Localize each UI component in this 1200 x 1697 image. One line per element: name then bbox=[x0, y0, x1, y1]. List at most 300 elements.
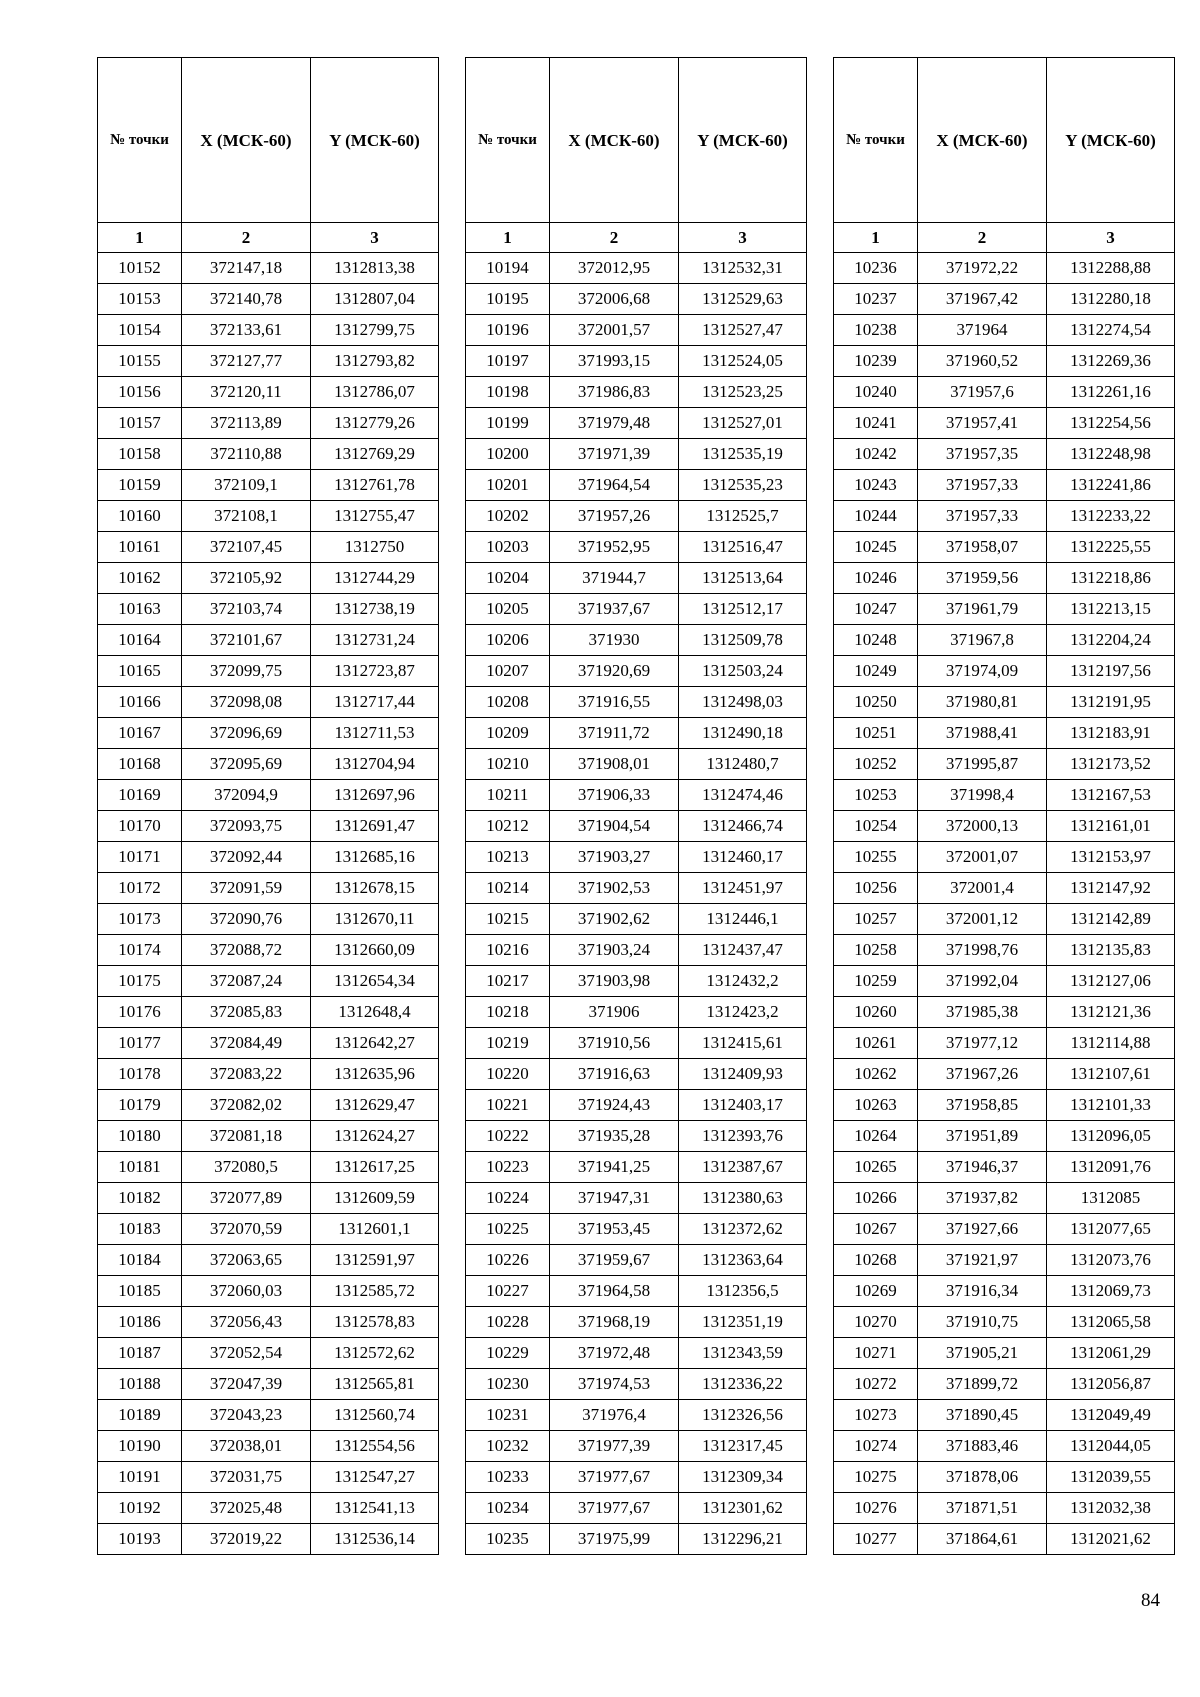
cell-point-no: 10249 bbox=[834, 656, 918, 687]
cell-x: 371959,67 bbox=[550, 1245, 679, 1276]
cell-x: 372140,78 bbox=[182, 284, 311, 315]
cell-x: 371946,37 bbox=[918, 1152, 1047, 1183]
cell-x: 371890,45 bbox=[918, 1400, 1047, 1431]
cell-x: 371916,34 bbox=[918, 1276, 1047, 1307]
table-row bbox=[834, 935, 1175, 966]
cell-point-no: 10157 bbox=[98, 408, 182, 439]
table-row bbox=[466, 315, 807, 346]
cell-x: 372025,48 bbox=[182, 1493, 311, 1524]
cell-y: 1312635,96 bbox=[311, 1059, 439, 1090]
cell-x: 372001,12 bbox=[918, 904, 1047, 935]
cell-point-no: 10188 bbox=[98, 1369, 182, 1400]
cell-y: 1312460,17 bbox=[679, 842, 807, 873]
table-header bbox=[834, 58, 1175, 253]
table-row bbox=[466, 842, 807, 873]
coordinates-table-3 bbox=[833, 57, 1175, 1555]
cell-y: 1312535,19 bbox=[679, 439, 807, 470]
cell-point-no: 10242 bbox=[834, 439, 918, 470]
table-row bbox=[98, 1276, 439, 1307]
cell-point-no: 10210 bbox=[466, 749, 550, 780]
table-row bbox=[466, 563, 807, 594]
table-row bbox=[98, 1307, 439, 1338]
cell-point-no: 10207 bbox=[466, 656, 550, 687]
table-row bbox=[834, 1307, 1175, 1338]
cell-point-no: 10221 bbox=[466, 1090, 550, 1121]
cell-point-no: 10252 bbox=[834, 749, 918, 780]
cell-y: 1312509,78 bbox=[679, 625, 807, 656]
cell-point-no: 10156 bbox=[98, 377, 182, 408]
cell-x: 371957,35 bbox=[918, 439, 1047, 470]
cell-y: 1312578,83 bbox=[311, 1307, 439, 1338]
cell-point-no: 10277 bbox=[834, 1524, 918, 1555]
cell-y: 1312446,1 bbox=[679, 904, 807, 935]
cell-x: 371977,67 bbox=[550, 1462, 679, 1493]
cell-y: 1312380,63 bbox=[679, 1183, 807, 1214]
cell-point-no: 10192 bbox=[98, 1493, 182, 1524]
cell-point-no: 10231 bbox=[466, 1400, 550, 1431]
cell-point-no: 10227 bbox=[466, 1276, 550, 1307]
cell-y: 1312490,18 bbox=[679, 718, 807, 749]
cell-point-no: 10173 bbox=[98, 904, 182, 935]
cell-x: 371957,33 bbox=[918, 470, 1047, 501]
cell-y: 1312173,52 bbox=[1047, 749, 1175, 780]
cell-y: 1312254,56 bbox=[1047, 408, 1175, 439]
cell-point-no: 10154 bbox=[98, 315, 182, 346]
cell-x: 371958,07 bbox=[918, 532, 1047, 563]
cell-point-no: 10162 bbox=[98, 563, 182, 594]
cell-point-no: 10246 bbox=[834, 563, 918, 594]
cell-x: 372095,69 bbox=[182, 749, 311, 780]
table-row bbox=[834, 408, 1175, 439]
cell-y: 1312654,34 bbox=[311, 966, 439, 997]
table-row bbox=[834, 470, 1175, 501]
table-row bbox=[834, 1369, 1175, 1400]
cell-y: 1312280,18 bbox=[1047, 284, 1175, 315]
cell-y: 1312536,14 bbox=[311, 1524, 439, 1555]
cell-y: 1312233,22 bbox=[1047, 501, 1175, 532]
table-row bbox=[98, 997, 439, 1028]
cell-point-no: 10238 bbox=[834, 315, 918, 346]
cell-point-no: 10190 bbox=[98, 1431, 182, 1462]
cell-point-no: 10259 bbox=[834, 966, 918, 997]
cell-point-no: 10226 bbox=[466, 1245, 550, 1276]
cell-y: 1312609,59 bbox=[311, 1183, 439, 1214]
cell-y: 1312541,13 bbox=[311, 1493, 439, 1524]
cell-x: 372093,75 bbox=[182, 811, 311, 842]
cell-point-no: 10260 bbox=[834, 997, 918, 1028]
cell-y: 1312301,62 bbox=[679, 1493, 807, 1524]
column-number-2: 2 bbox=[918, 223, 1047, 253]
cell-y: 1312717,44 bbox=[311, 687, 439, 718]
table-row bbox=[466, 1338, 807, 1369]
table-row bbox=[98, 594, 439, 625]
cell-y: 1312032,38 bbox=[1047, 1493, 1175, 1524]
cell-y: 1312091,76 bbox=[1047, 1152, 1175, 1183]
cell-point-no: 10163 bbox=[98, 594, 182, 625]
cell-x: 371952,95 bbox=[550, 532, 679, 563]
cell-x: 371910,75 bbox=[918, 1307, 1047, 1338]
cell-point-no: 10263 bbox=[834, 1090, 918, 1121]
table-row bbox=[834, 594, 1175, 625]
table-row bbox=[466, 966, 807, 997]
cell-y: 1312403,17 bbox=[679, 1090, 807, 1121]
table-row bbox=[98, 1152, 439, 1183]
cell-x: 371927,66 bbox=[918, 1214, 1047, 1245]
cell-x: 372105,92 bbox=[182, 563, 311, 594]
table-row bbox=[98, 253, 439, 284]
cell-y: 1312085 bbox=[1047, 1183, 1175, 1214]
table-row bbox=[466, 1276, 807, 1307]
cell-point-no: 10241 bbox=[834, 408, 918, 439]
cell-y: 1312269,36 bbox=[1047, 346, 1175, 377]
table-row bbox=[466, 625, 807, 656]
cell-x: 371977,39 bbox=[550, 1431, 679, 1462]
table-row bbox=[466, 439, 807, 470]
cell-y: 1312642,27 bbox=[311, 1028, 439, 1059]
table-row bbox=[466, 1245, 807, 1276]
cell-y: 1312560,74 bbox=[311, 1400, 439, 1431]
cell-x: 371864,61 bbox=[918, 1524, 1047, 1555]
cell-x: 371921,97 bbox=[918, 1245, 1047, 1276]
table-row bbox=[466, 1493, 807, 1524]
cell-x: 371977,67 bbox=[550, 1493, 679, 1524]
cell-x: 371993,15 bbox=[550, 346, 679, 377]
cell-point-no: 10153 bbox=[98, 284, 182, 315]
cell-x: 372080,5 bbox=[182, 1152, 311, 1183]
cell-point-no: 10183 bbox=[98, 1214, 182, 1245]
table-row bbox=[98, 1431, 439, 1462]
cell-x: 371903,24 bbox=[550, 935, 679, 966]
cell-point-no: 10247 bbox=[834, 594, 918, 625]
cell-point-no: 10258 bbox=[834, 935, 918, 966]
cell-x: 371979,48 bbox=[550, 408, 679, 439]
cell-point-no: 10189 bbox=[98, 1400, 182, 1431]
cell-x: 371961,79 bbox=[918, 594, 1047, 625]
cell-point-no: 10196 bbox=[466, 315, 550, 346]
table-row bbox=[98, 1369, 439, 1400]
cell-x: 371964,54 bbox=[550, 470, 679, 501]
cell-x: 372094,9 bbox=[182, 780, 311, 811]
table-row bbox=[466, 284, 807, 315]
cell-y: 1312039,55 bbox=[1047, 1462, 1175, 1493]
cell-point-no: 10179 bbox=[98, 1090, 182, 1121]
cell-point-no: 10191 bbox=[98, 1462, 182, 1493]
cell-y: 1312044,05 bbox=[1047, 1431, 1175, 1462]
cell-x: 371944,7 bbox=[550, 563, 679, 594]
cell-point-no: 10240 bbox=[834, 377, 918, 408]
cell-point-no: 10253 bbox=[834, 780, 918, 811]
cell-x: 371899,72 bbox=[918, 1369, 1047, 1400]
cell-x: 372096,69 bbox=[182, 718, 311, 749]
cell-point-no: 10255 bbox=[834, 842, 918, 873]
cell-point-no: 10262 bbox=[834, 1059, 918, 1090]
cell-y: 1312769,29 bbox=[311, 439, 439, 470]
cell-x: 372043,23 bbox=[182, 1400, 311, 1431]
cell-y: 1312678,15 bbox=[311, 873, 439, 904]
cell-x: 371947,31 bbox=[550, 1183, 679, 1214]
cell-x: 372019,22 bbox=[182, 1524, 311, 1555]
cell-x: 372063,65 bbox=[182, 1245, 311, 1276]
table-row bbox=[834, 377, 1175, 408]
column-number-1: 1 bbox=[834, 223, 918, 253]
cell-x: 371941,25 bbox=[550, 1152, 679, 1183]
cell-x: 372052,54 bbox=[182, 1338, 311, 1369]
column-number-3: 3 bbox=[1047, 223, 1175, 253]
table-row bbox=[98, 966, 439, 997]
cell-x: 372101,67 bbox=[182, 625, 311, 656]
cell-x: 371930 bbox=[550, 625, 679, 656]
cell-y: 1312241,86 bbox=[1047, 470, 1175, 501]
table-row bbox=[98, 1245, 439, 1276]
cell-y: 1312755,47 bbox=[311, 501, 439, 532]
cell-x: 372110,88 bbox=[182, 439, 311, 470]
cell-point-no: 10228 bbox=[466, 1307, 550, 1338]
cell-x: 372083,22 bbox=[182, 1059, 311, 1090]
cell-x: 372006,68 bbox=[550, 284, 679, 315]
cell-point-no: 10230 bbox=[466, 1369, 550, 1400]
table-row bbox=[466, 997, 807, 1028]
table-row bbox=[98, 1493, 439, 1524]
cell-point-no: 10166 bbox=[98, 687, 182, 718]
table-row bbox=[466, 749, 807, 780]
cell-y: 1312213,15 bbox=[1047, 594, 1175, 625]
table-row bbox=[98, 1524, 439, 1555]
cell-point-no: 10256 bbox=[834, 873, 918, 904]
cell-y: 1312761,78 bbox=[311, 470, 439, 501]
cell-x: 371953,45 bbox=[550, 1214, 679, 1245]
cell-x: 371957,33 bbox=[918, 501, 1047, 532]
cell-x: 372000,13 bbox=[918, 811, 1047, 842]
cell-x: 372092,44 bbox=[182, 842, 311, 873]
cell-y: 1312317,45 bbox=[679, 1431, 807, 1462]
cell-x: 371980,81 bbox=[918, 687, 1047, 718]
coordinates-table-2 bbox=[465, 57, 807, 1555]
cell-point-no: 10201 bbox=[466, 470, 550, 501]
table-row bbox=[98, 470, 439, 501]
table-row bbox=[466, 656, 807, 687]
cell-y: 1312409,93 bbox=[679, 1059, 807, 1090]
cell-y: 1312183,91 bbox=[1047, 718, 1175, 749]
cell-x: 371916,63 bbox=[550, 1059, 679, 1090]
cell-point-no: 10212 bbox=[466, 811, 550, 842]
cell-y: 1312697,96 bbox=[311, 780, 439, 811]
cell-y: 1312532,31 bbox=[679, 253, 807, 284]
table-row bbox=[834, 1524, 1175, 1555]
cell-y: 1312711,53 bbox=[311, 718, 439, 749]
cell-y: 1312351,19 bbox=[679, 1307, 807, 1338]
cell-x: 371964 bbox=[918, 315, 1047, 346]
cell-x: 371903,27 bbox=[550, 842, 679, 873]
cell-x: 371967,26 bbox=[918, 1059, 1047, 1090]
table-row bbox=[834, 1276, 1175, 1307]
table-row bbox=[466, 1028, 807, 1059]
column-number-1: 1 bbox=[98, 223, 182, 253]
cell-y: 1312077,65 bbox=[1047, 1214, 1175, 1245]
table-row bbox=[834, 625, 1175, 656]
cell-y: 1312363,64 bbox=[679, 1245, 807, 1276]
table-row bbox=[466, 1152, 807, 1183]
cell-point-no: 10271 bbox=[834, 1338, 918, 1369]
table-row bbox=[834, 780, 1175, 811]
cell-point-no: 10244 bbox=[834, 501, 918, 532]
cell-y: 1312750 bbox=[311, 532, 439, 563]
cell-x: 372113,89 bbox=[182, 408, 311, 439]
cell-point-no: 10180 bbox=[98, 1121, 182, 1152]
table-row bbox=[466, 532, 807, 563]
cell-x: 372103,74 bbox=[182, 594, 311, 625]
table-row bbox=[834, 1400, 1175, 1431]
cell-y: 1312807,04 bbox=[311, 284, 439, 315]
cell-point-no: 10211 bbox=[466, 780, 550, 811]
cell-x: 371972,48 bbox=[550, 1338, 679, 1369]
column-number-1: 1 bbox=[466, 223, 550, 253]
cell-y: 1312161,01 bbox=[1047, 811, 1175, 842]
cell-x: 372099,75 bbox=[182, 656, 311, 687]
cell-y: 1312554,56 bbox=[311, 1431, 439, 1462]
cell-y: 1312073,76 bbox=[1047, 1245, 1175, 1276]
cell-x: 371975,99 bbox=[550, 1524, 679, 1555]
page-number: 84 bbox=[1141, 1590, 1160, 1611]
cell-point-no: 10195 bbox=[466, 284, 550, 315]
cell-point-no: 10274 bbox=[834, 1431, 918, 1462]
table-row bbox=[98, 780, 439, 811]
cell-point-no: 10269 bbox=[834, 1276, 918, 1307]
cell-x: 372082,02 bbox=[182, 1090, 311, 1121]
cell-point-no: 10165 bbox=[98, 656, 182, 687]
table-row bbox=[98, 1028, 439, 1059]
cell-point-no: 10202 bbox=[466, 501, 550, 532]
cell-x: 371911,72 bbox=[550, 718, 679, 749]
cell-x: 372108,1 bbox=[182, 501, 311, 532]
cell-point-no: 10239 bbox=[834, 346, 918, 377]
cell-y: 1312167,53 bbox=[1047, 780, 1175, 811]
cell-y: 1312065,58 bbox=[1047, 1307, 1175, 1338]
table-row bbox=[98, 563, 439, 594]
cell-point-no: 10243 bbox=[834, 470, 918, 501]
cell-y: 1312248,98 bbox=[1047, 439, 1175, 470]
cell-y: 1312101,33 bbox=[1047, 1090, 1175, 1121]
table-row bbox=[834, 532, 1175, 563]
cell-x: 371985,38 bbox=[918, 997, 1047, 1028]
cell-x: 371908,01 bbox=[550, 749, 679, 780]
cell-point-no: 10216 bbox=[466, 935, 550, 966]
table-row bbox=[834, 563, 1175, 594]
table-row bbox=[834, 811, 1175, 842]
cell-y: 1312191,95 bbox=[1047, 687, 1175, 718]
table-row bbox=[466, 1214, 807, 1245]
cell-x: 372133,61 bbox=[182, 315, 311, 346]
cell-x: 371883,46 bbox=[918, 1431, 1047, 1462]
cell-x: 371878,06 bbox=[918, 1462, 1047, 1493]
cell-y: 1312218,86 bbox=[1047, 563, 1175, 594]
cell-y: 1312127,06 bbox=[1047, 966, 1175, 997]
cell-point-no: 10187 bbox=[98, 1338, 182, 1369]
cell-x: 371904,54 bbox=[550, 811, 679, 842]
cell-x: 371967,42 bbox=[918, 284, 1047, 315]
cell-y: 1312356,5 bbox=[679, 1276, 807, 1307]
table-row bbox=[98, 346, 439, 377]
table-row bbox=[98, 749, 439, 780]
table-row bbox=[834, 346, 1175, 377]
cell-point-no: 10273 bbox=[834, 1400, 918, 1431]
table-row bbox=[466, 873, 807, 904]
cell-x: 371964,58 bbox=[550, 1276, 679, 1307]
cell-x: 372127,77 bbox=[182, 346, 311, 377]
table-row bbox=[98, 811, 439, 842]
cell-point-no: 10261 bbox=[834, 1028, 918, 1059]
cell-y: 1312591,97 bbox=[311, 1245, 439, 1276]
table-row bbox=[834, 1152, 1175, 1183]
cell-y: 1312451,97 bbox=[679, 873, 807, 904]
header-x: X (МСК-60) bbox=[918, 58, 1047, 223]
table-row bbox=[98, 842, 439, 873]
table-row bbox=[466, 1524, 807, 1555]
cell-x: 371916,55 bbox=[550, 687, 679, 718]
table-row bbox=[98, 873, 439, 904]
cell-x: 371957,26 bbox=[550, 501, 679, 532]
cell-point-no: 10209 bbox=[466, 718, 550, 749]
cell-y: 1312466,74 bbox=[679, 811, 807, 842]
cell-x: 371902,53 bbox=[550, 873, 679, 904]
cell-x: 372090,76 bbox=[182, 904, 311, 935]
cell-x: 371905,21 bbox=[918, 1338, 1047, 1369]
cell-x: 371972,22 bbox=[918, 253, 1047, 284]
cell-x: 371903,98 bbox=[550, 966, 679, 997]
cell-x: 371935,28 bbox=[550, 1121, 679, 1152]
cell-y: 1312547,27 bbox=[311, 1462, 439, 1493]
cell-y: 1312685,16 bbox=[311, 842, 439, 873]
cell-y: 1312648,4 bbox=[311, 997, 439, 1028]
cell-y: 1312204,24 bbox=[1047, 625, 1175, 656]
cell-point-no: 10265 bbox=[834, 1152, 918, 1183]
table-row bbox=[834, 687, 1175, 718]
cell-x: 371924,43 bbox=[550, 1090, 679, 1121]
cell-x: 371958,85 bbox=[918, 1090, 1047, 1121]
cell-point-no: 10182 bbox=[98, 1183, 182, 1214]
table-row bbox=[834, 1462, 1175, 1493]
table-body bbox=[466, 253, 807, 1555]
cell-point-no: 10234 bbox=[466, 1493, 550, 1524]
cell-y: 1312498,03 bbox=[679, 687, 807, 718]
cell-x: 372120,11 bbox=[182, 377, 311, 408]
header-point-no: № точки bbox=[834, 58, 918, 223]
cell-x: 371988,41 bbox=[918, 718, 1047, 749]
table-row bbox=[98, 315, 439, 346]
table-row bbox=[834, 656, 1175, 687]
header-y: Y (МСК-60) bbox=[311, 58, 439, 223]
cell-point-no: 10232 bbox=[466, 1431, 550, 1462]
cell-x: 372109,1 bbox=[182, 470, 311, 501]
cell-x: 372056,43 bbox=[182, 1307, 311, 1338]
table-row bbox=[834, 1090, 1175, 1121]
cell-x: 371986,83 bbox=[550, 377, 679, 408]
cell-x: 371910,56 bbox=[550, 1028, 679, 1059]
cell-y: 1312142,89 bbox=[1047, 904, 1175, 935]
cell-point-no: 10178 bbox=[98, 1059, 182, 1090]
cell-point-no: 10168 bbox=[98, 749, 182, 780]
cell-y: 1312670,11 bbox=[311, 904, 439, 935]
cell-point-no: 10169 bbox=[98, 780, 182, 811]
table-row bbox=[466, 687, 807, 718]
table-row bbox=[466, 377, 807, 408]
cell-x: 372001,07 bbox=[918, 842, 1047, 873]
cell-y: 1312147,92 bbox=[1047, 873, 1175, 904]
cell-y: 1312723,87 bbox=[311, 656, 439, 687]
cell-x: 372081,18 bbox=[182, 1121, 311, 1152]
cell-y: 1312524,05 bbox=[679, 346, 807, 377]
cell-point-no: 10233 bbox=[466, 1462, 550, 1493]
cell-y: 1312021,62 bbox=[1047, 1524, 1175, 1555]
